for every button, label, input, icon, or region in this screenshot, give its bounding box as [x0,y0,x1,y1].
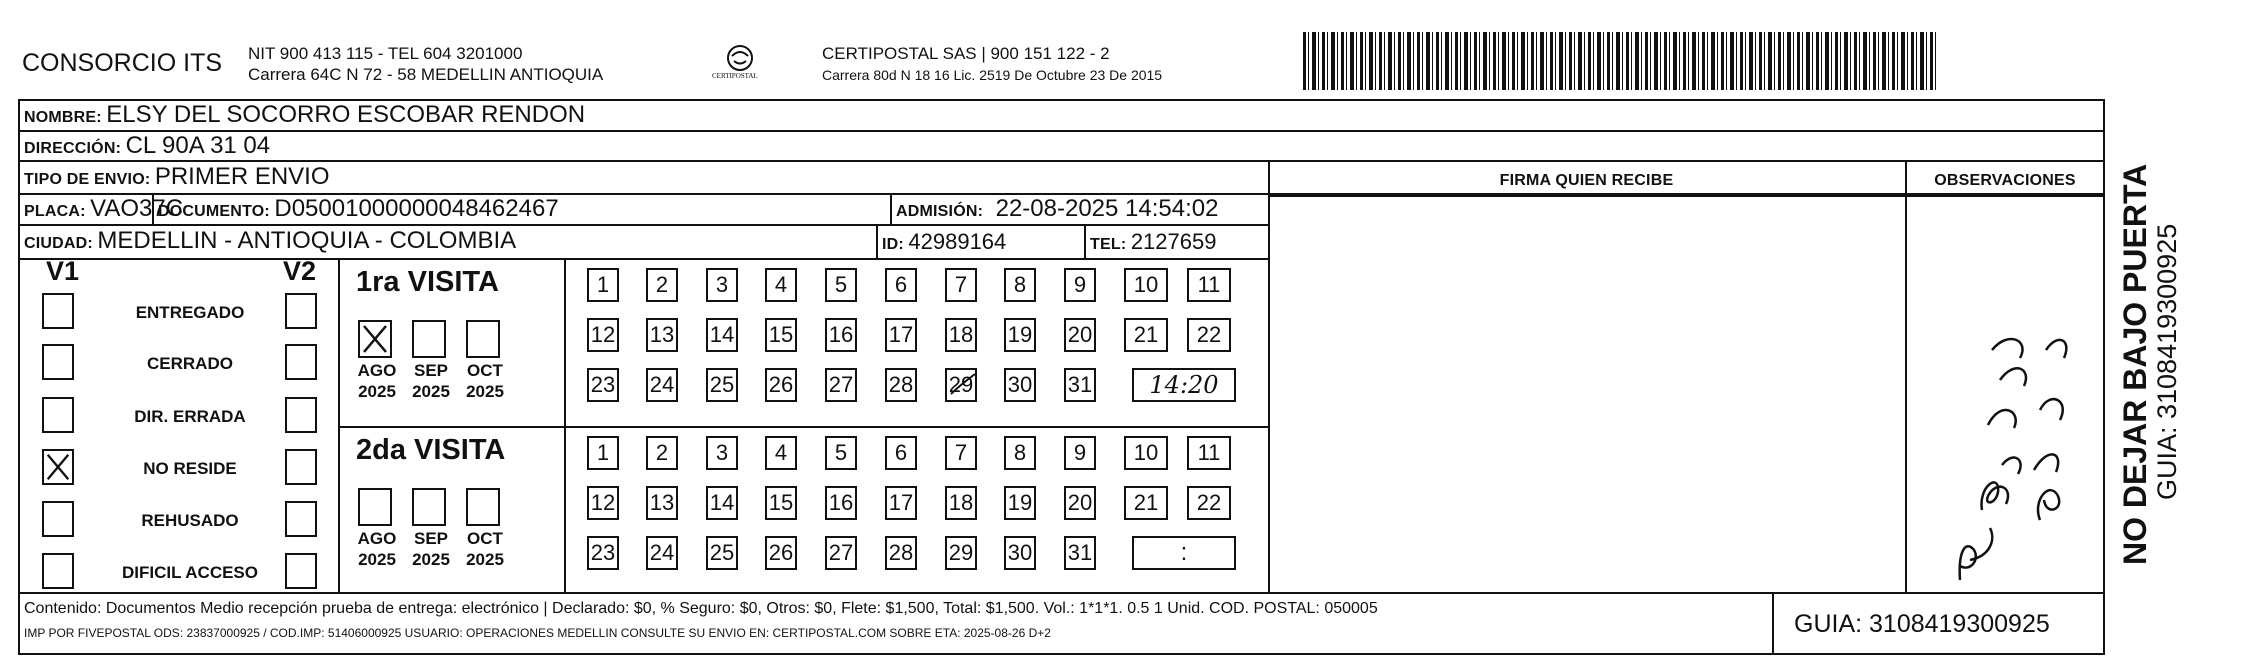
day-box[interactable]: 30 [1004,536,1036,570]
day-box[interactable]: 7 [945,268,977,302]
ciudad-row [24,227,516,255]
day-box[interactable]: 29 [945,536,977,570]
day-box[interactable]: 30 [1004,368,1036,402]
tipo-envio-row [24,163,330,191]
status-label: REHUSADO [141,511,239,530]
day-box[interactable]: 11 [1187,436,1231,470]
day-box[interactable]: 2 [646,268,678,302]
day-box[interactable]: 5 [825,268,857,302]
company-name: CONSORCIO ITS [22,49,223,77]
day-box[interactable]: 10 [1124,436,1168,470]
day-box[interactable]: 19 [1004,486,1036,520]
side-warning: NO DEJAR BAJO PUERTA [2117,163,2153,565]
ciudad-label: CIUDAD: [24,235,93,252]
v2-checkbox[interactable] [285,553,317,589]
nombre-label: NOMBRE: [24,109,102,126]
placa-label: PLACA: [24,203,86,220]
operator-line: CERTIPOSTAL SAS | 900 151 122 - 2 [822,44,1110,63]
barcode [1303,32,1937,90]
tel-label: TEL: [1090,236,1127,253]
tel-value: 2127659 [1130,229,1217,254]
signature-area [1270,197,1903,591]
day-box[interactable]: 16 [825,486,857,520]
day-box[interactable]: 12 [587,486,619,520]
month-label: SEP 2025 [412,529,450,569]
day-box[interactable]: 9 [1064,436,1096,470]
direccion-value: CL 90A 31 04 [125,132,271,159]
tipo-envio-value: PRIMER ENVIO [154,163,330,190]
month-label: SEP 2025 [412,361,450,401]
footer-guia: GUIA: 3108419300925 [1794,610,2050,638]
day-box[interactable]: 18 [945,486,977,520]
id-value: 42989164 [908,229,1007,254]
day-box-marked[interactable]: 29 [945,368,977,402]
day-box[interactable]: 21 [1124,318,1168,352]
id-label: ID: [882,236,904,253]
day-box[interactable]: 21 [1124,486,1168,520]
day-box[interactable]: 31 [1064,536,1096,570]
visit-title: 1ra VISITA [356,266,499,298]
day-box[interactable]: 15 [765,318,797,352]
imp-line: IMP POR FIVEPOSTAL ODS: 23837000925 / COD.IMP: 51406000925 USUARIO: OPERACIONES MEDELLIN CONSULTE SU ENVIO EN: CERTIPOSTAL.COM SOBRE ETA: 2025-08-26 D+2 [24,626,1051,640]
time-box[interactable]: 14:20 [1132,368,1236,402]
day-box[interactable]: 22 [1187,486,1231,520]
day-box[interactable]: 4 [765,268,797,302]
day-box[interactable]: 17 [885,318,917,352]
day-box[interactable]: 24 [646,536,678,570]
day-box[interactable]: 17 [885,486,917,520]
day-box[interactable]: 27 [825,368,857,402]
v1-checkbox[interactable] [42,397,74,433]
direccion-row [24,132,270,160]
month-checkbox[interactable] [412,488,446,526]
day-box[interactable]: 25 [706,368,738,402]
nombre-row [24,101,585,129]
direccion-label: DIRECCIÓN: [24,140,122,157]
month-label: AGO 2025 [357,361,397,401]
day-box[interactable]: 26 [765,536,797,570]
day-box[interactable]: 8 [1004,436,1036,470]
visit-title: 2da VISITA [356,434,506,466]
documento-value: D05001000000048462467 [274,195,559,222]
day-box[interactable]: 7 [945,436,977,470]
month-label: OCT 2025 [466,529,504,569]
ciudad-value: MEDELLIN - ANTIOQUIA - COLOMBIA [97,227,517,254]
month-checkbox[interactable] [412,320,446,358]
documento-label: DOCUMENTO: [158,203,270,220]
month-checkbox[interactable] [358,488,392,526]
day-box[interactable]: 13 [646,318,678,352]
operator-address: Carrera 80d N 18 16 Lic. 2519 De Octubre 23 De 2015 [822,67,1163,83]
day-box[interactable]: 31 [1064,368,1096,402]
status-label: DIR. ERRADA [134,407,246,426]
day-box[interactable]: 22 [1187,318,1231,352]
v2-checkbox[interactable] [285,449,317,485]
day-box[interactable]: 6 [885,436,917,470]
day-box[interactable]: 19 [1004,318,1036,352]
v1-checkbox[interactable] [42,501,74,537]
day-box[interactable]: 24 [646,368,678,402]
tipo-envio-label: TIPO DE ENVIO: [24,171,151,188]
day-box[interactable]: 28 [885,536,917,570]
month-checkbox[interactable] [466,488,500,526]
day-box[interactable]: 27 [825,536,857,570]
day-box[interactable]: 6 [885,268,917,302]
month-checkbox-checked[interactable] [358,320,392,358]
day-box[interactable]: 3 [706,268,738,302]
day-box[interactable]: 4 [765,436,797,470]
day-box[interactable]: 14 [706,486,738,520]
day-box[interactable]: 8 [1004,268,1036,302]
day-box[interactable]: 1 [587,436,619,470]
documento-row [158,195,559,223]
logo-text: CERTIPOSTAL [712,72,758,80]
day-box[interactable]: 12 [587,318,619,352]
side-guia: GUIA: 3108419300925 [2152,223,2182,500]
v2-checkbox[interactable] [285,501,317,537]
status-label: NO RESIDE [143,459,237,478]
day-box[interactable]: 11 [1187,268,1231,302]
v1-checkbox[interactable] [42,293,74,329]
status-label: CERRADO [147,354,233,373]
v1-label: V1 [46,256,80,286]
v1-checkbox[interactable] [42,553,74,589]
day-box[interactable]: 28 [885,368,917,402]
day-box[interactable]: 23 [587,536,619,570]
day-box[interactable]: 16 [825,318,857,352]
day-box[interactable]: 5 [825,436,857,470]
month-label: OCT 2025 [466,361,504,401]
v2-label: V2 [283,256,317,286]
day-box[interactable]: 15 [765,486,797,520]
tel-row [1090,229,1216,255]
month-checkbox[interactable] [466,320,500,358]
v1-checkbox[interactable] [42,344,74,380]
day-box[interactable]: 9 [1064,268,1096,302]
nit-line: NIT 900 413 115 - TEL 604 3201000 [248,44,523,63]
day-box[interactable]: 23 [587,368,619,402]
status-label: DIFICIL ACCESO [121,563,258,582]
observaciones-signature [1930,260,2080,585]
firma-label: FIRMA QUIEN RECIBE [1499,172,1674,189]
id-row [882,229,1006,255]
day-box[interactable]: 20 [1064,318,1096,352]
v1-checkbox-checked[interactable] [42,449,74,485]
day-box[interactable]: 2 [646,436,678,470]
month-label: AGO 2025 [357,529,397,569]
company-address: Carrera 64C N 72 - 58 MEDELLIN ANTIOQUIA [248,65,604,84]
day-box[interactable]: 14 [706,318,738,352]
day-box[interactable]: 18 [945,318,977,352]
day-box[interactable]: 20 [1064,486,1096,520]
day-box[interactable]: 26 [765,368,797,402]
day-box[interactable]: 3 [706,436,738,470]
status-label: ENTREGADO [135,303,245,322]
day-box[interactable]: 10 [1124,268,1168,302]
contenido-line: Contenido: Documentos Medio recepción prueba de entrega: electrónico | Declarado: $0, % Seguro: $0, Otros: $0, Flete: $1,500, Total: $1,500. Vol.: 1*1*1. 0.5 1 Unid. COD. POSTAL: 050005 [24,600,1378,617]
admision-label: ADMISIÓN: [896,203,984,220]
v2-checkbox[interactable] [285,293,317,329]
nombre-value: ELSY DEL SOCORRO ESCOBAR RENDON [106,101,586,128]
admision-row [896,195,1218,223]
v2-checkbox[interactable] [285,397,317,433]
placa-value: VAO37C [90,195,184,222]
v2-checkbox[interactable] [285,344,317,380]
observaciones-label: OBSERVACIONES [1934,172,2076,189]
admision-value: 22-08-2025 14:54:02 [995,195,1219,222]
day-box[interactable]: 1 [587,268,619,302]
day-box[interactable]: 13 [646,486,678,520]
certipostal-logo-icon [710,42,770,88]
day-box[interactable]: 25 [706,536,738,570]
time-box[interactable]: : [1132,536,1236,570]
